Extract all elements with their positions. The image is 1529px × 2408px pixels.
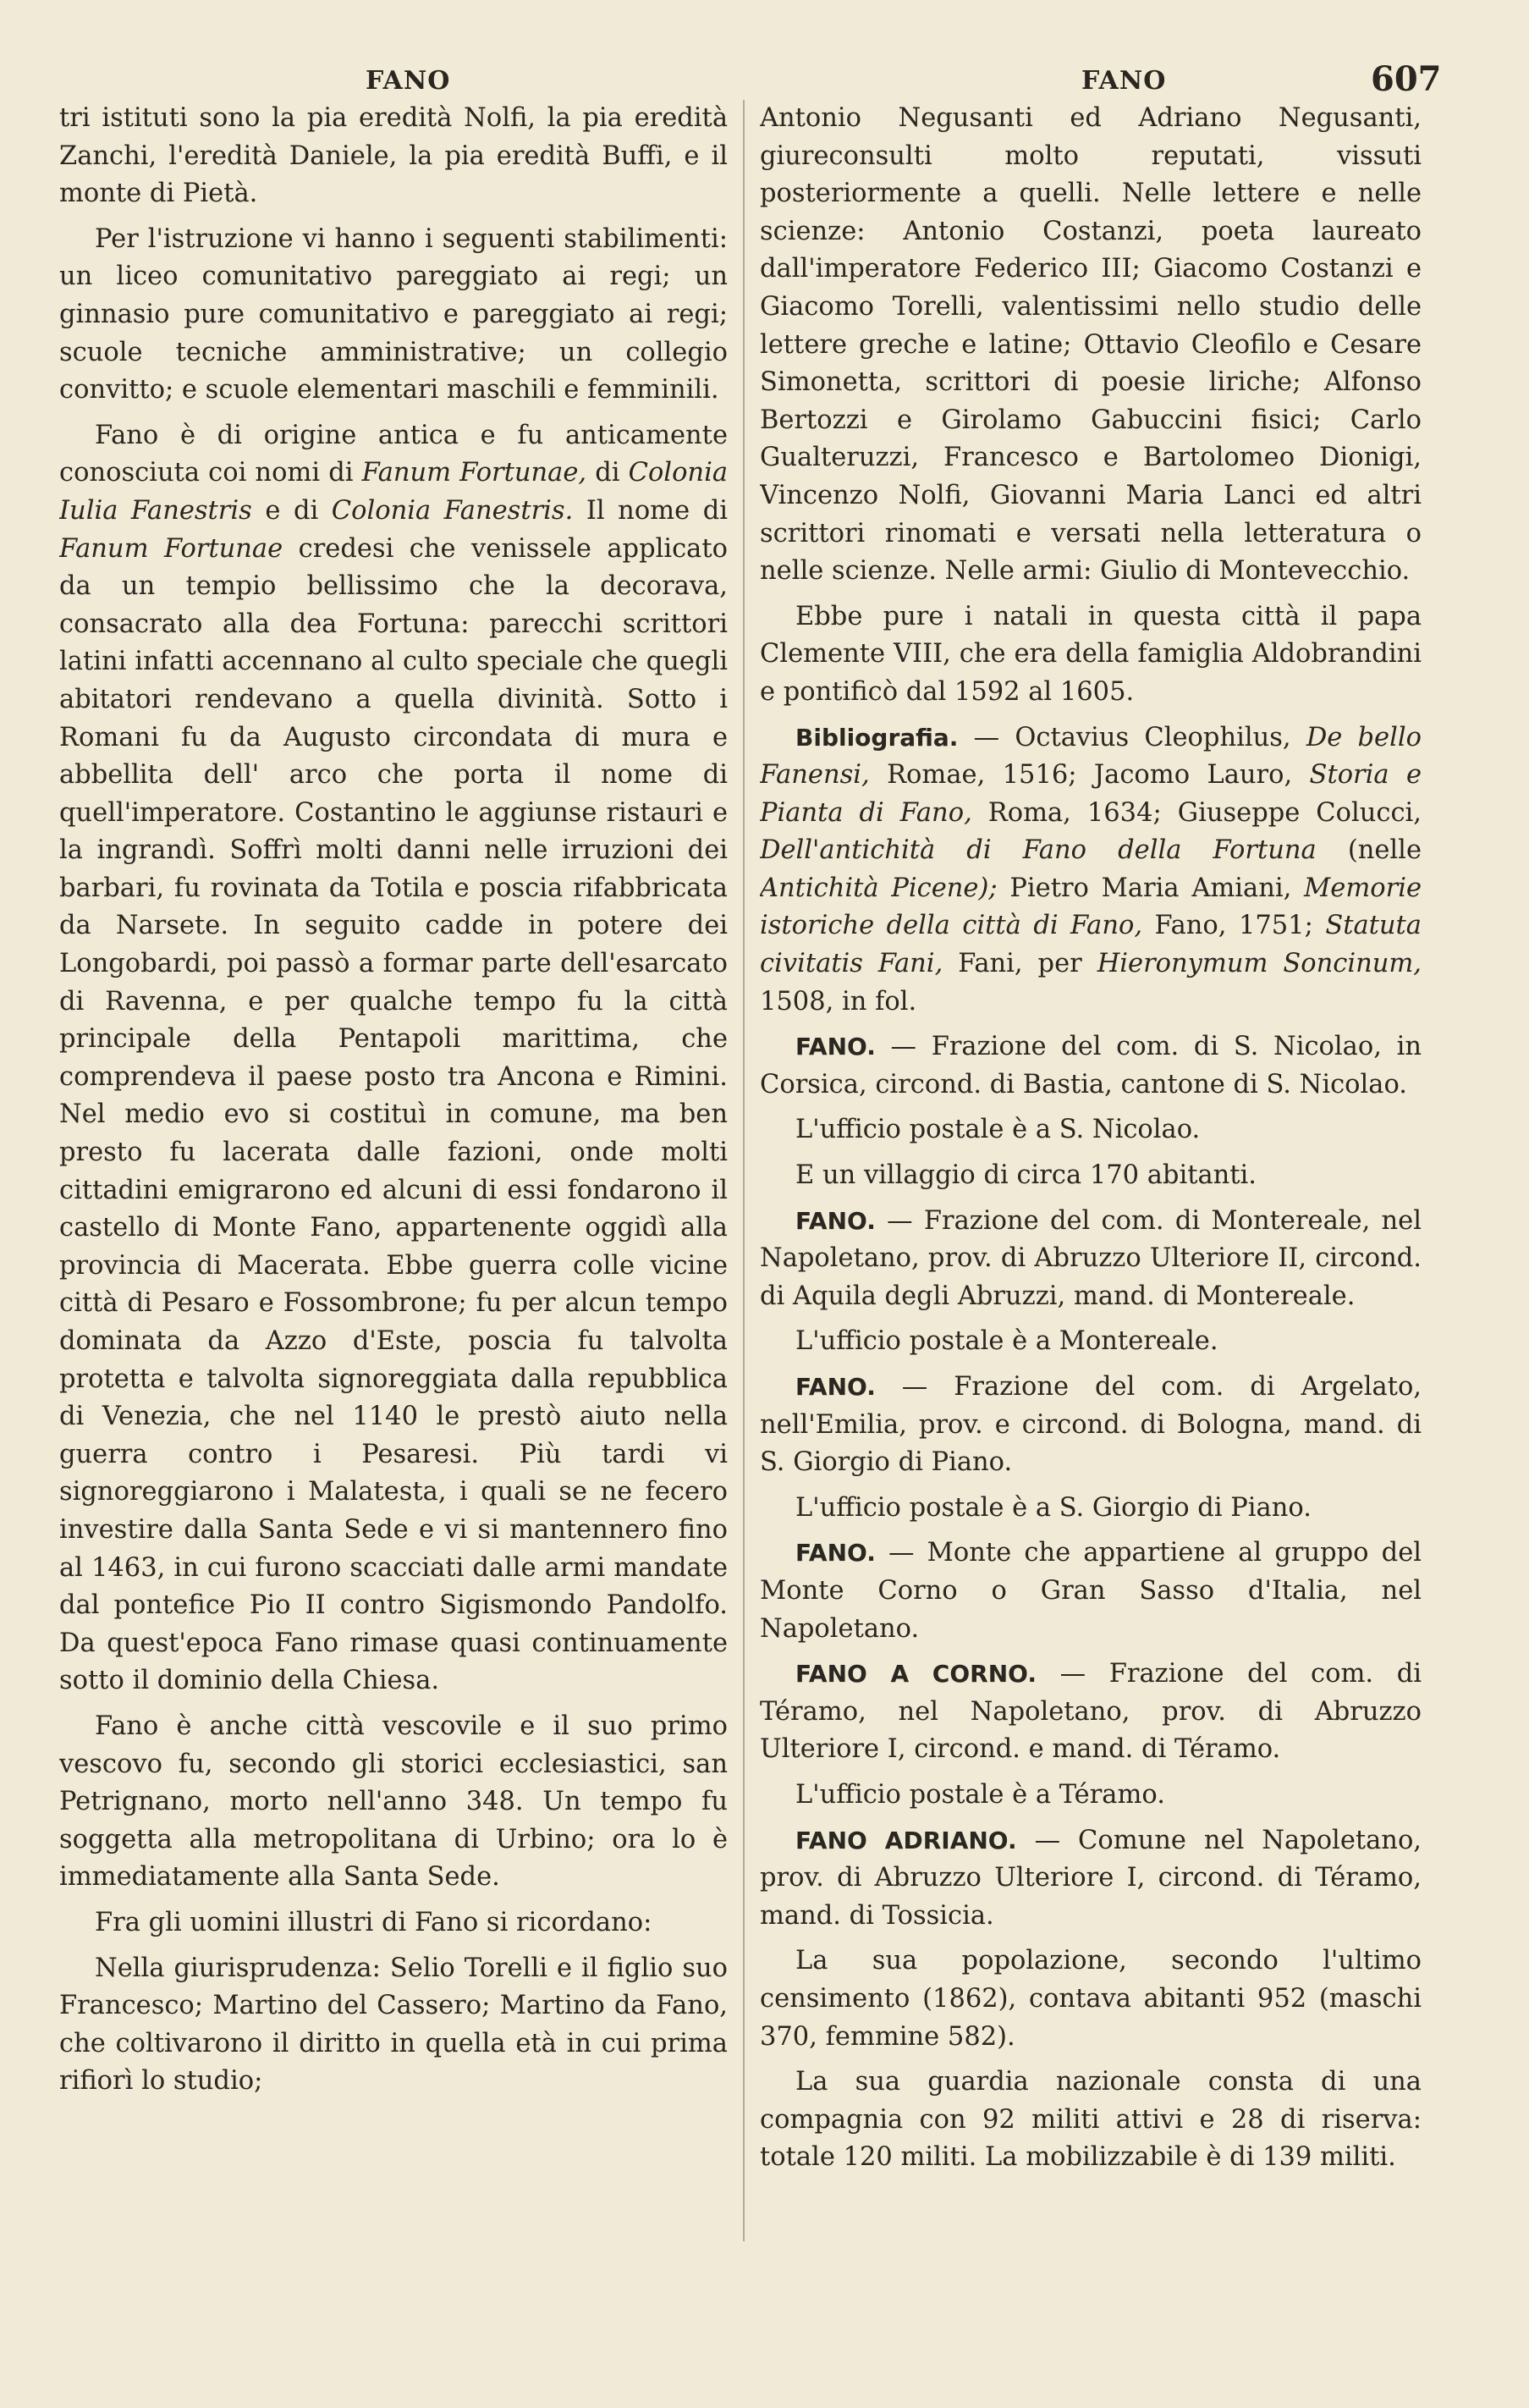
entry-fano-a-corno: FANO A CORNO. — Frazione del com. di Téramo, nel Napoletano, prov. di Abruzzo Ulteriore I, circond. e mand. di Téramo. — [760, 1659, 1422, 1765]
pope-paragraph: Ebbe pure i natali in questa città il papa Clemente VIII, che era della famiglia Aldobrandini e pontificò dal 1592 al 1605. — [760, 601, 1422, 707]
entry-fano-argelato: FANO. — Frazione del com. di Argelato, nell'Emilia, prov. e circond. di Bologna, mand. di S. Giorgio di Piano. — [760, 1372, 1422, 1478]
entry-note: La sua popolazione, secondo l'ultimo censimento (1862), contava abitanti 952 (maschi 370, femmine 582). — [760, 1946, 1422, 2052]
column-divider — [743, 100, 745, 2241]
entry-note: L'ufficio postale è a S. Giorgio di Piano. — [795, 1492, 1312, 1523]
entry-note: La sua guardia nazionale consta di una compagnia con 92 militi attivi e 28 di riserva: totale 120 militi. La mobilizzabile è di 139 militi. — [760, 2067, 1422, 2173]
entry-note: E un villaggio di circa 170 abitanti. — [795, 1160, 1257, 1191]
entry-headword: FANO. — [795, 1206, 876, 1235]
entry-fano-monte: FANO. — Monte che appartiene al gruppo del Monte Corno o Gran Sasso d'Italia, nel Napoletano. — [760, 1538, 1422, 1644]
entry-note: L'ufficio postale è a S. Nicolao. — [795, 1115, 1201, 1145]
notables-paragraph: Antonio Negusanti ed Adriano Negusanti, giureconsulti molto reputati, vissuti posteriormente a quelli. Nelle lettere e nelle scienze: Antonio Costanzi, poeta laureato dall'imperatore Federico III; Giacomo Costanzi e Giacomo Torelli, valentissimi nello studio delle lettere greche e latine; Ottavio Cleofilo e Cesare Simonetta, scrittori di poesie liriche; Alfonso Bertozzi e Girolamo Gabuccini fisici; Carlo Gualteruzzi, Francesco e Bartolomeo Dionigi, Vincenzo Nolfi, Giovanni Maria Lanci ed altri scrittori rinomati e versati nella letteratura o nelle scienze. Nelle armi: Giulio di Montevecchio. — [760, 103, 1422, 587]
left-column — [59, 100, 728, 2368]
jurisprudence-paragraph: Nella giurisprudenza: Selio Torelli e il figlio suo Francesco; Martino del Cassero; Martino da Fano, che coltivarono il diritto in quella età in cui prima rifiorì lo studio; — [59, 1953, 728, 2097]
page-number: 607 — [1371, 59, 1442, 99]
bibliography-entry: Bibliografia. — Octavius Cleophilus, De bello Fanensi, Romae, 1516; Jacomo Lauro, Storia e Pianta di Fano, Roma, 1634; Giuseppe Colucci, Dell'antichità di Fano della Fortuna (nelle Antichità Picene); Pietro Maria Amiani, Memorie istoriche della città di Fano, Fano, 1751; Statuta civitatis Fani, Fani, per Hieronymum Soncinum, 1508, in fol. — [760, 722, 1422, 1017]
entry-note: L'ufficio postale è a Montereale. — [795, 1326, 1218, 1357]
history-paragraph: Fano è di origine antica e fu anticamente conosciuta coi nomi di Fanum Fortunae, di Colonia Iulia Fanestris e di Colonia Fanestris. Il nome di Fanum Fortunae credesi che venissele applicato da un tempio bellissimo che la decorava, consacrato alla dea Fortuna: parecchi scrittori latini infatti accennano al culto speciale che quegli abitatori rendevano a quella divinità. Sotto i Romani fu da Augusto circondata di mura e abbellita dell' arco che porta il nome di quell'imperatore. Costantino le aggiunse ristauri e la ingrandì. Soffrì molti danni nelle irruzioni dei barbari, fu rovinata da Totila e poscia rifabbricata da Narsete. In seguito cadde in potere dei Longobardi, poi passò a formar parte dell'esarcato di Ravenna, e per qualche tempo fu la città principale della Pentapoli marittima, che comprendeva il paese posto tra Ancona e Rimini. Nel medio evo si costituì in comune, ma ben presto fu lacerata dalle fazioni, onde molti cittadini emigrarono ed alcuni di essi fondarono il castello di Monte Fano, appartenente oggidì alla provincia di Macerata. Ebbe guerra colle vicine città di Pesaro e Fossombrone; fu per alcun tempo dominata da Azzo d'Este, poscia fu talvolta protetta e talvolta signoreggiata dalla repubblica di Venezia, che nel 1140 le prestò aiuto nella guerra contro i Pesaresi. Più tardi vi signoreggiarono i Malatesta, i quali se ne fecero investire dalla Santa Sede e vi si mantennero fino al 1463, in cui furono scacciati dalle armi mandate dal pontefice Pio II contro Sigismondo Pandolfo. Da quest'epoca Fano rimase quasi continuamente sotto il dominio della Chiesa. — [59, 420, 728, 1696]
right-column — [760, 100, 1422, 2368]
entry-headword: FANO A CORNO. — [795, 1660, 1037, 1689]
entry-headword: FANO ADRIANO. — [795, 1826, 1017, 1854]
running-head-right: FANO — [1081, 66, 1167, 96]
entry-fano-adriano: FANO ADRIANO. — Comune nel Napoletano, prov. di Abruzzo Ulteriore I, circond. di Téramo, mand. di Tossicia. — [760, 1825, 1422, 1931]
running-head-left: FANO — [366, 66, 451, 96]
education-paragraph: Per l'istruzione vi hanno i seguenti stabilimenti: un liceo comunitativo pareggiato ai regi; un ginnasio pure comunitativo e pareggiato ai regi; scuole tecniche amministrative; un collegio convitto; e scuole elementari maschili e femminili. — [59, 223, 728, 405]
entry-headword: FANO. — [795, 1373, 876, 1401]
bishopric-paragraph: Fano è anche città vescovile e il suo primo vescovo fu, secondo gli storici ecclesiastici, san Petrignano, morto nell'anno 348. Un tempo fu soggetta alla metropolitana di Urbino; ora lo è immediatamente alla Santa Sede. — [59, 1711, 728, 1893]
illustrious-intro: Fra gli uomini illustri di Fano si ricordano: — [95, 1907, 652, 1937]
entry-headword: FANO. — [795, 1539, 876, 1568]
entry-fano-corsica: FANO. — Frazione del com. di S. Nicolao, in Corsica, circond. di Bastia, cantone di S. Nicolao. — [760, 1032, 1422, 1099]
entry-headword: FANO. — [795, 1033, 876, 1061]
entry-fano-montereale: FANO. — Frazione del com. di Montereale, nel Napoletano, prov. di Abruzzo Ulteriore II, circond. di Aquila degli Abruzzi, mand. di Montereale. — [760, 1205, 1422, 1311]
institutions-paragraph: tri istituti sono la pia eredità Nolfi, la pia eredità Zanchi, l'eredità Daniele, la pia eredità Buffi, e il monte di Pietà. — [59, 103, 728, 209]
bibliography-label: Bibliografia. — [795, 723, 959, 752]
entry-note: L'ufficio postale è a Téramo. — [795, 1779, 1165, 1810]
